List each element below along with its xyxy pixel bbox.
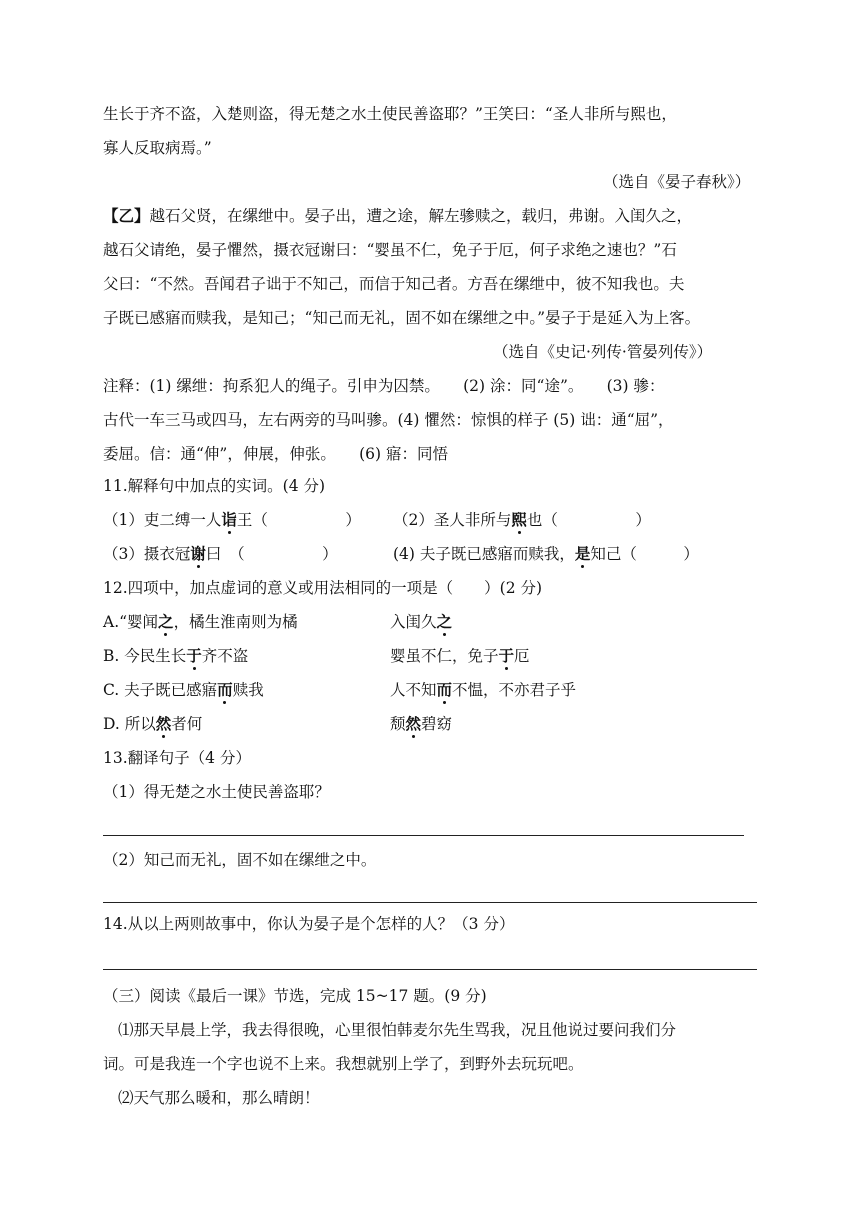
passage-marker: 【乙】 <box>103 206 150 225</box>
dotted-char: 熙 <box>511 510 527 529</box>
passage-text: 越石父贤，在缧绁中。晏子出，遭之途，解左骖赎之，载归，弗谢。入闺久之， <box>149 207 693 225</box>
q11-item-2: （2）圣人非所与熙也（ ） <box>393 510 651 529</box>
dotted-char: 然 <box>155 714 172 733</box>
q13-sentence-2: （2）知己而无礼，固不如在缧绁之中。 <box>103 851 377 869</box>
notes-line: 委屈。信：通“伸”，伸展，伸张。 (6) 寤：同悟 <box>103 445 448 463</box>
passage-yi-line: 父曰：“不然。吾闻君子诎于不知己，而信于知己者。方吾在缧绁中，彼不知我也。夫 <box>103 275 685 293</box>
question-14-stem: 14.从以上两则故事中，你认为晏子是个怎样的人？（3 分） <box>103 915 515 933</box>
q12-option-d-left: D. 所以然者何 <box>103 714 203 733</box>
q12-option-a-right: 入闺久之 <box>390 612 453 631</box>
source-citation: （选自《史记·列传·管晏列传》） <box>493 343 713 361</box>
passage-jia-line: 寡人反取病焉。” <box>103 139 212 157</box>
notes-line: 古代一车三马或四马，左右两旁的马叫骖。(4) 懼然：惊惧的样子 (5) 诎：通“屈”， <box>103 411 674 429</box>
q11-item-3: （3）摄衣冠谢曰 （ ） <box>103 544 338 563</box>
section-heading: （三）阅读《最后一课》节选，完成 15~17 题。(9 分) <box>103 987 487 1005</box>
q12-option-b-right: 婴虽不仁，免子于厄 <box>390 646 530 665</box>
q12-option-d-right: 颓然碧窈 <box>390 714 453 733</box>
dotted-char: 之 <box>158 612 174 631</box>
answer-line[interactable] <box>103 835 744 836</box>
source-citation: （选自《晏子春秋》） <box>603 173 751 191</box>
dotted-char: 于 <box>186 646 202 665</box>
q13-sentence-1: （1）得无楚之水土使民善盗耶？ <box>103 783 330 801</box>
dotted-char: 于 <box>498 646 515 665</box>
dotted-char: 而 <box>217 680 233 699</box>
passage-yi-line: 越石父请绝，晏子懼然，摄衣冠谢曰：“婴虽不仁，免子于厄，何子求绝之速也？”石 <box>103 241 677 259</box>
q11-item-1: （1）吏二缚一人诣王（ ） <box>103 510 361 529</box>
dotted-char: 之 <box>436 612 453 631</box>
q12-option-c-right: 人不知而不愠，不亦君子乎 <box>390 680 577 699</box>
notes-line: 注释：(1) 缧绁：拘系犯人的绳子。引申为囚禁。 (2) 涂：同“途”。 (3) 骖： <box>103 377 665 395</box>
passage-paragraph-line: 词。可是我连一个字也说不上来。我想就别上学了，到野外去玩玩吧。 <box>103 1055 584 1073</box>
answer-line[interactable] <box>103 902 757 903</box>
q12-option-c-left: C. 夫子既已感寤而赎我 <box>103 680 264 699</box>
q12-option-b-left: B. 今民生长于齐不盗 <box>103 646 249 665</box>
q11-item-4: (4) 夫子既已感寤而赎我，是知己（ ） <box>393 544 699 563</box>
dotted-char: 谢 <box>190 544 206 563</box>
passage-yi-line: 子既已感寤而赎我，是知己；“知己而无礼，固不如在缧绁之中。”晏子于是延入为上客。 <box>103 309 701 327</box>
dotted-char: 是 <box>574 544 591 563</box>
passage-jia-line: 生长于齐不盗，入楚则盗，得无楚之水土使民善盗耶？”王笑曰：“圣人非所与熙也， <box>103 105 677 123</box>
passage-yi-line <box>103 206 692 226</box>
dotted-char: 而 <box>436 680 453 699</box>
dotted-char: 诣 <box>221 510 237 529</box>
q12-option-a-left: A.“婴闻之，橘生淮南则为橘 <box>103 612 298 631</box>
passage-paragraph-line: ⑴那天早晨上学，我去得很晚，心里很怕韩麦尔先生骂我，况且他说过要问我们分 <box>118 1021 677 1039</box>
dotted-char: 然 <box>405 714 422 733</box>
answer-line[interactable] <box>103 969 757 970</box>
question-11-stem: 11.解释句中加点的实词。(4 分) <box>103 477 326 495</box>
question-12-stem: 12.四项中，加点虚词的意义或用法相同的一项是（ ）(2 分) <box>103 579 543 597</box>
passage-paragraph-line: ⑵天气那么暖和，那么晴朗！ <box>118 1089 320 1107</box>
question-13-stem: 13.翻译句子（4 分） <box>103 749 251 767</box>
